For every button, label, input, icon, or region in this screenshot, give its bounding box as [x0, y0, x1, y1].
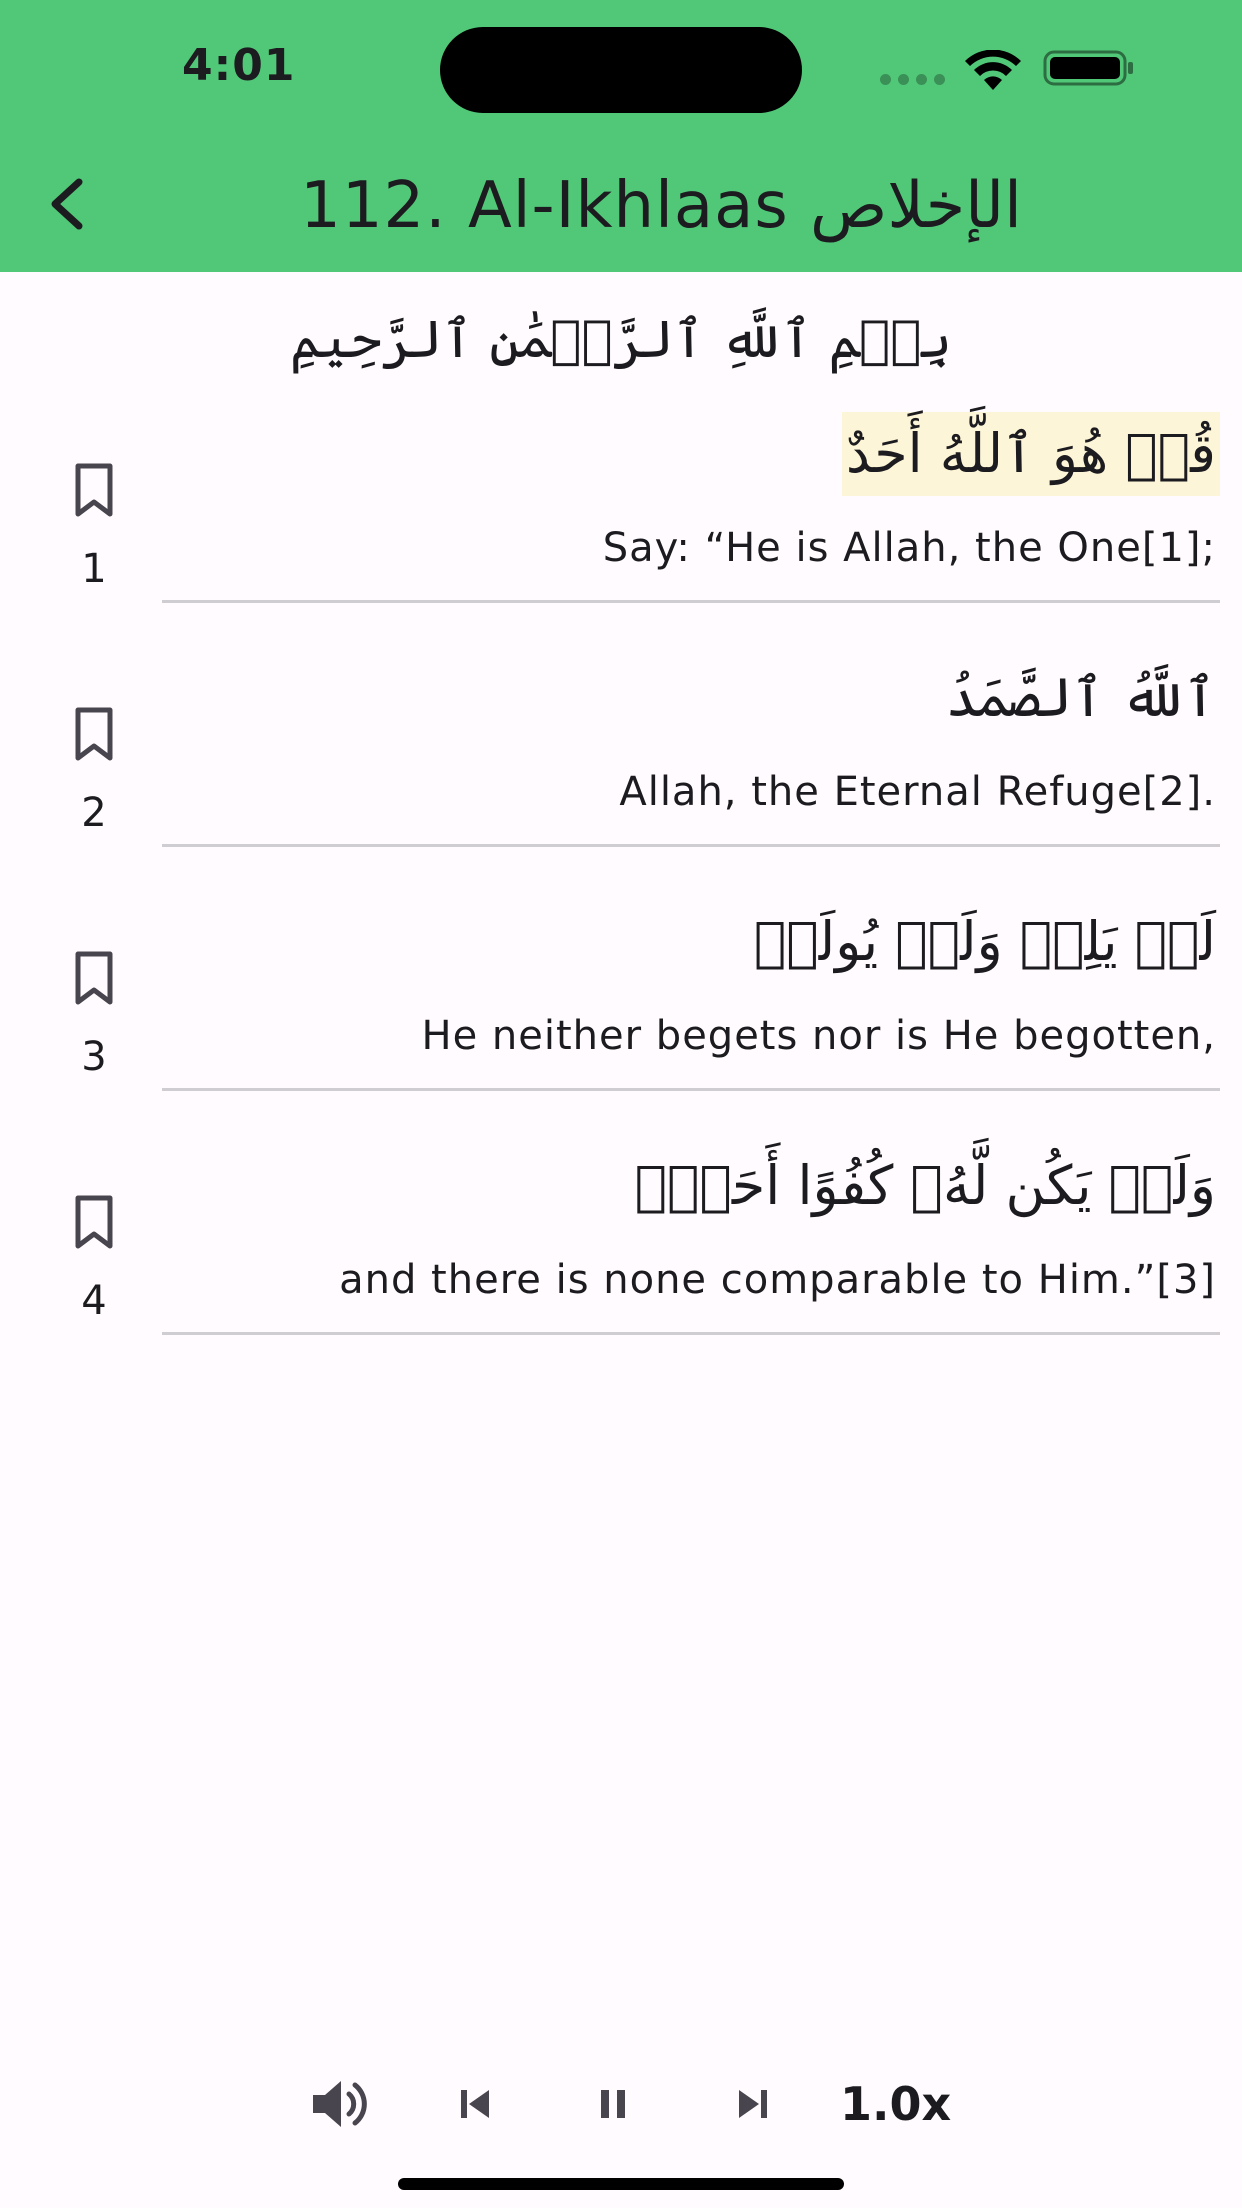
wifi-icon	[964, 50, 1022, 92]
skip-next-icon	[733, 2084, 773, 2124]
ayah-row[interactable]	[0, 1132, 1242, 1376]
ayah-row[interactable]	[0, 888, 1242, 1132]
divider	[162, 1332, 1220, 1335]
ayah-translation: and there is none comparable to Him.”[3]	[339, 1257, 1216, 1303]
ayah-number: 3	[81, 1034, 107, 1080]
ayah-arabic-text: ٱللَّهُ ٱلصَّمَدُ	[945, 666, 1216, 729]
back-button[interactable]	[30, 164, 104, 244]
status-time: 4:01	[182, 40, 296, 91]
bookmark-icon[interactable]	[64, 1192, 124, 1252]
ayah-arabic-text: قُلۡ هُوَ ٱللَّهُ أَحَدٌ	[842, 412, 1220, 496]
bookmark-icon[interactable]	[64, 460, 124, 520]
ayah-side	[48, 704, 140, 836]
ayah-arabic-text: لَمۡ يَلِدۡ وَلَمۡ يُولَدۡ	[753, 910, 1216, 973]
ayah-translation: Say: “He is Allah, the One[1];	[602, 525, 1216, 571]
cellular-signal-icon	[880, 74, 945, 85]
skip-previous-icon	[455, 2084, 495, 2124]
ayah-number: 4	[81, 1278, 107, 1324]
playback-speed-button[interactable]: 1.0x	[840, 2077, 952, 2131]
ayah-list	[0, 400, 1242, 1376]
next-button[interactable]	[718, 2064, 788, 2144]
ayah-row[interactable]	[0, 644, 1242, 888]
divider	[162, 1088, 1220, 1091]
ayah-translation: Allah, the Eternal Refuge[2].	[619, 769, 1216, 815]
ayah-arabic-text: وَلَمۡ يَكُن لَّهُۥ كُفُوًا أَحَدُۢ	[634, 1154, 1216, 1217]
previous-button[interactable]	[440, 2064, 510, 2144]
pause-icon	[593, 2084, 633, 2124]
divider	[162, 600, 1220, 603]
ayah-side	[48, 1192, 140, 1324]
dynamic-island	[440, 27, 802, 113]
divider	[162, 844, 1220, 847]
volume-icon	[309, 2076, 371, 2132]
ayah-side	[48, 948, 140, 1080]
chevron-left-icon	[45, 176, 89, 232]
bookmark-icon[interactable]	[64, 948, 124, 1008]
ayah-translation: He neither begets nor is He begotten,	[421, 1013, 1216, 1059]
ayah-row[interactable]	[0, 400, 1242, 644]
basmala: بِسۡمِ ٱللَّهِ ٱلرَّحۡمَٰنِ ٱلرَّحِيمِ	[290, 310, 952, 370]
volume-button[interactable]	[300, 2064, 380, 2144]
bookmark-icon[interactable]	[64, 704, 124, 764]
surah-title: 112. Al-Ikhlaas الإخلاص	[300, 169, 1022, 243]
ayah-number: 1	[81, 546, 107, 592]
app-header	[0, 0, 1242, 272]
pause-button[interactable]	[578, 2064, 648, 2144]
battery-icon	[1043, 50, 1135, 86]
ayah-number: 2	[81, 790, 107, 836]
audio-player	[0, 2064, 1242, 2144]
home-indicator	[398, 2178, 844, 2190]
ayah-side	[48, 460, 140, 592]
